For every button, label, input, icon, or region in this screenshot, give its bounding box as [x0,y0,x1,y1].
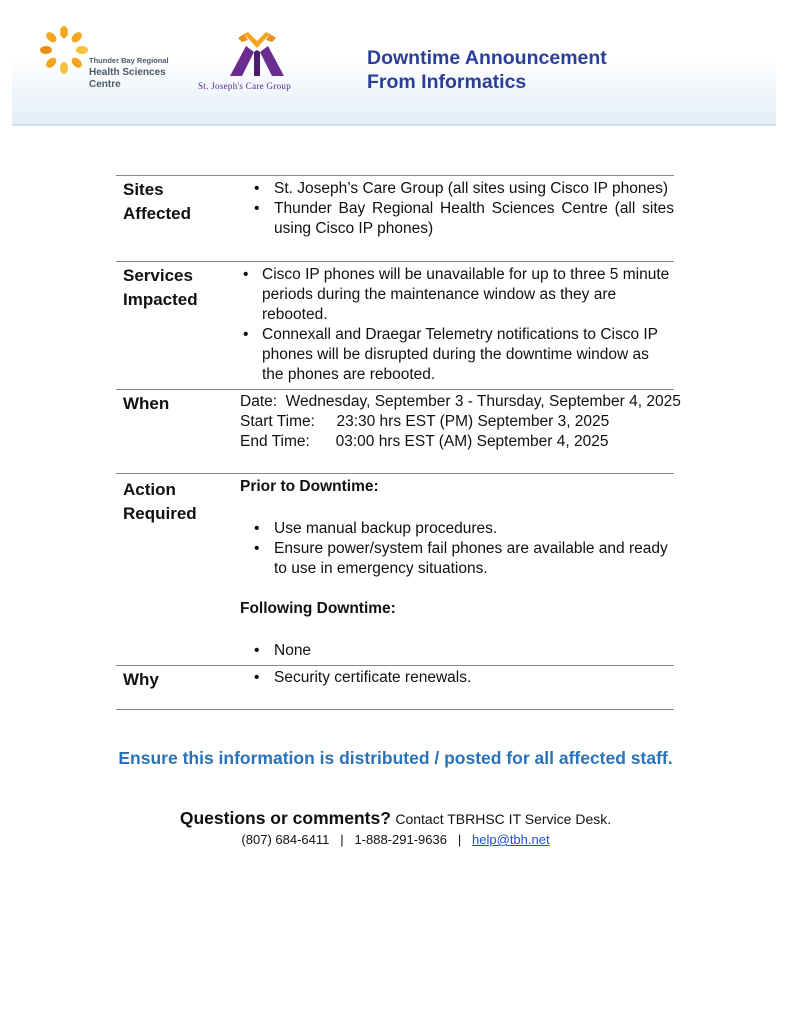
tbrhsc-sun-logo-icon [40,26,88,74]
list-item: • None [240,641,674,661]
list-item: • Cisco IP phones will be unavailable for up to three 5 minute periods during the maintenance window as they are rebooted. [240,265,674,325]
phone-tollfree: 1-888-291-9636 [354,832,447,847]
prior-downtime-heading: Prior to Downtime: [240,478,379,495]
why-list [240,668,674,688]
row-label-when: When [123,394,170,413]
row-sites-affected [116,176,674,262]
row-label-why: Why [123,670,159,689]
announcement-title [367,46,607,94]
when-end-time: End Time: 03:00 hrs EST (AM) September 4, 2025 [240,433,609,450]
email-link[interactable]: help@tbh.net [472,832,550,847]
sjcg-logo-icon [224,26,290,78]
prior-downtime-list [240,519,674,579]
row-when [116,390,681,474]
sites-list [240,179,674,239]
questions-heading: Questions or comments? [179,808,391,828]
logo1-line2: Health Sciences [89,67,166,78]
questions-line [0,808,791,829]
list-item: • Thunder Bay Regional Health Sciences Centre (all sites using Cisco IP phones) [240,199,674,239]
tbrhsc-logo-text [89,55,169,91]
separator: | [457,832,462,847]
contact-info [0,832,791,847]
row-label-services: Services Impacted [123,266,198,309]
questions-contact: Contact TBRHSC IT Service Desk. [395,811,612,827]
logo1-line1: Thunder Bay Regional [89,56,169,65]
list-item: • St. Joseph’s Care Group (all sites using Cisco IP phones) [240,179,674,199]
row-label-action: Action Required [123,480,197,523]
services-list [240,265,674,385]
list-item: • Ensure power/system fail phones are available and ready to use in emergency situations. [240,539,674,579]
row-content-when [240,390,681,452]
row-services-impacted [116,262,674,390]
phone-local: (807) 684-6411 [241,832,330,847]
following-downtime-heading: Following Downtime: [240,600,396,617]
when-date: Date: Wednesday, September 3 - Thursday, September 4, 2025 [240,393,681,410]
row-label-sites: Sites Affected [123,180,192,223]
title-line1: Downtime Announcement [367,47,607,69]
row-action-required [116,474,674,666]
logo1-line3: Centre [89,79,121,90]
list-item: • Use manual backup procedures. [240,519,674,539]
list-item: • Security certificate renewals. [240,668,674,688]
separator: | [340,832,344,847]
list-item: • Connexall and Draegar Telemetry notifications to Cisco IP phones will be disrupted during the downtime window as the phones are rebooted. [240,325,674,385]
when-start-time: Start Time: 23:30 hrs EST (PM) September 3, 2025 [240,413,610,430]
row-content-action [240,474,674,661]
sjcg-logo-text: St. Joseph's Care Group [198,81,292,91]
row-why [116,666,674,710]
title-line2: From Informatics [367,71,527,93]
following-downtime-list [240,641,674,661]
distribution-notice: Ensure this information is distributed / posted for all affected staff. [118,748,673,768]
row-content-services [240,262,674,385]
info-table [116,175,681,710]
row-content-sites [240,176,674,239]
row-content-why [240,666,674,688]
